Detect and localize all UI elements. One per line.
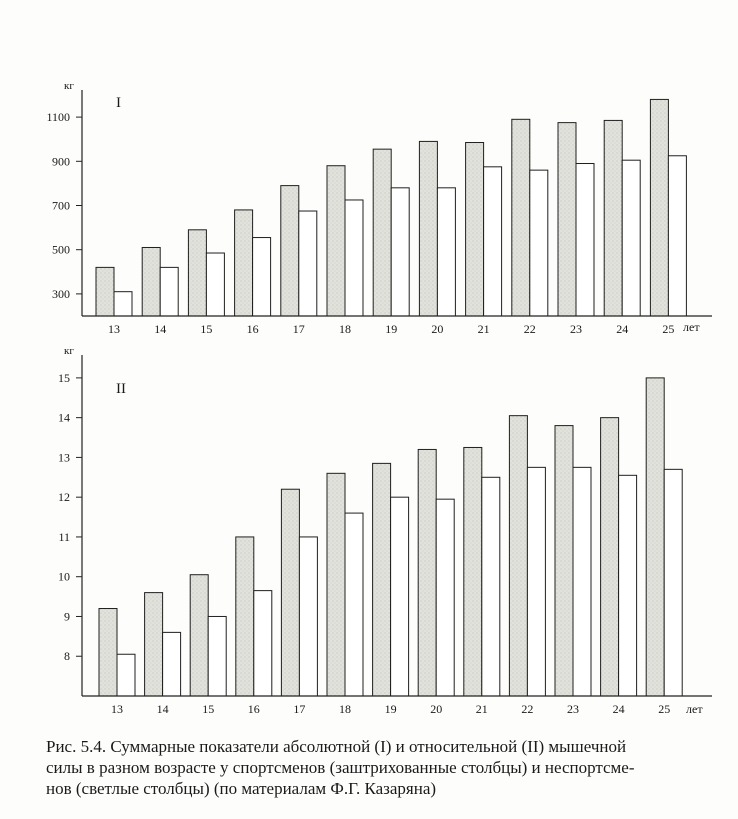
panel-1-x-tick-label: 16: [246, 322, 259, 336]
panel-2-x-tick-label: 13: [111, 702, 123, 716]
panel-2-bar-non-athletes-21: [482, 477, 500, 696]
panel-1-x-tick-label: 13: [108, 322, 120, 336]
panel-2-bar-athletes-20: [418, 449, 436, 696]
panel-1-bar-athletes-24: [604, 120, 622, 316]
panel-2-bar-athletes-25: [646, 378, 664, 696]
panel-2-bar-athletes-15: [190, 575, 208, 696]
panel-1-x-tick-label: 17: [292, 322, 305, 336]
panel-1-x-unit: лет: [683, 320, 700, 334]
panel-2-x-tick-label: 21: [475, 702, 488, 716]
panel-1-bar-non-athletes-15: [206, 253, 224, 316]
panel-2-x-tick-label: 19: [384, 702, 397, 716]
panel-2-x-unit: лет: [686, 702, 703, 716]
panel-2-y-tick-label: 14: [58, 410, 70, 425]
panel-1-x-tick-label: 23: [570, 322, 582, 336]
caption-line-3: нов (светлые столбцы) (по материалам Ф.Г. Казаряна): [46, 779, 437, 798]
panel-2-x-ticks: [111, 702, 670, 716]
panel-2-bar-non-athletes-18: [345, 513, 363, 696]
panel-2-bar-non-athletes-25: [664, 469, 682, 696]
panel-2-bar-non-athletes-15: [208, 616, 226, 696]
panel-2-bar-athletes-24: [601, 418, 619, 696]
panel-1-bar-athletes-14: [142, 247, 160, 316]
panel-1-bar-athletes-21: [466, 143, 484, 316]
caption-line-2: силы в разном возрасте у спортсменов (заштрихованные столбцы) и неспортсме-: [46, 758, 635, 777]
panel-1-bar-athletes-18: [327, 166, 345, 316]
panel-2-bar-athletes-18: [327, 473, 345, 696]
panel-2-bar-non-athletes-13: [117, 654, 135, 696]
panel-2-bars: [99, 378, 682, 696]
panel-2-bar-non-athletes-20: [436, 499, 454, 696]
panel-2-y-unit: кг: [64, 345, 74, 357]
panel-2-label: II: [116, 381, 126, 397]
panel-1-bar-athletes-15: [188, 230, 206, 316]
panel-2-x-tick-label: 22: [521, 702, 534, 716]
panel-2-bar-athletes-17: [281, 489, 299, 696]
panel-1-x-tick-label: 22: [523, 322, 536, 336]
panel-2-y-tick-label: 15: [58, 370, 70, 385]
panel-1-y-tick-label: 500: [52, 242, 70, 257]
panel-2-bar-athletes-23: [555, 426, 573, 696]
panel-2-bar-non-athletes-17: [299, 537, 317, 696]
panel-2-y-tick-label: 10: [58, 569, 70, 584]
panel-1-bar-non-athletes-20: [437, 188, 455, 316]
panel-2-x-tick-label: 17: [293, 702, 306, 716]
panel-1-x-tick-label: 15: [200, 322, 213, 336]
panel-1-y-tick-label: 300: [52, 286, 70, 301]
panel-1-bar-athletes-23: [558, 123, 576, 316]
panel-1-bar-non-athletes-22: [530, 170, 548, 316]
panel-1-bar-non-athletes-21: [484, 167, 502, 316]
panel-2-bar-athletes-22: [509, 416, 527, 696]
panel-2-x-tick-label: 18: [339, 702, 351, 716]
panel-1-x-tick-label: 20: [431, 322, 444, 336]
panel-2-y-tick-label: 9: [64, 609, 70, 624]
panel-1-x-tick-label: 21: [477, 322, 490, 336]
panel-1-bar-non-athletes-25: [668, 156, 686, 316]
panel-1-bar-non-athletes-23: [576, 164, 594, 316]
panel-2-x-tick-label: 24: [612, 702, 625, 716]
panel-2-bar-non-athletes-19: [391, 497, 409, 696]
panel-1-bar-athletes-16: [235, 210, 253, 316]
panel-1-bar-non-athletes-14: [160, 267, 178, 316]
panel-2-y-tick-label: 8: [64, 649, 70, 664]
panel-1-bar-non-athletes-24: [622, 160, 640, 316]
panel-2-bar-non-athletes-23: [573, 467, 591, 696]
panel-1-y-unit: кг: [64, 80, 74, 92]
panel-1-bars: [96, 99, 686, 316]
panel-1-label: I: [116, 95, 121, 111]
panel-1-y-ticks: [46, 110, 82, 301]
panel-2-x-tick-label: 20: [430, 702, 443, 716]
panel-1-bar-non-athletes-13: [114, 292, 132, 316]
panel-1-y-tick-label: 700: [52, 198, 70, 213]
figure-caption: [46, 736, 718, 799]
panel-1-bar-athletes-22: [512, 119, 530, 316]
panel-2-x-tick-label: 15: [202, 702, 215, 716]
panel-2-bar-non-athletes-14: [163, 632, 181, 696]
caption-line-1: Рис. 5.4. Суммарные показатели абсолютной (I) и относительной (II) мышечной: [46, 737, 627, 756]
panel-2-y-tick-label: 11: [58, 529, 70, 544]
panel-2-x-tick-label: 16: [247, 702, 260, 716]
panel-2-bar-athletes-13: [99, 609, 117, 696]
panel-2-y-tick-label: 13: [58, 450, 70, 465]
chart-panel-1: [46, 80, 712, 336]
panel-1-x-tick-label: 25: [662, 322, 675, 336]
panel-2-x-tick-label: 23: [567, 702, 579, 716]
panel-2-y-tick-label: 12: [58, 490, 70, 505]
panel-2-bar-non-athletes-24: [619, 475, 637, 696]
panel-1-bar-non-athletes-17: [299, 211, 317, 316]
panel-1-y-tick-label: 1100: [46, 110, 70, 125]
panel-2-bar-athletes-14: [145, 593, 163, 696]
panel-2-bar-athletes-16: [236, 537, 254, 696]
panel-2-bar-non-athletes-16: [254, 591, 272, 696]
panel-1-x-tick-label: 19: [385, 322, 398, 336]
chart-panel-2: [58, 345, 712, 716]
panel-1-bar-non-athletes-16: [253, 238, 271, 316]
panel-1-x-tick-label: 24: [616, 322, 629, 336]
panel-2-x-tick-label: 25: [658, 702, 671, 716]
panel-1-bar-athletes-17: [281, 186, 299, 316]
panel-2-bar-non-athletes-22: [527, 467, 545, 696]
panel-2-bar-athletes-21: [464, 447, 482, 696]
panel-1-bar-athletes-20: [419, 141, 437, 316]
panel-1-bar-athletes-13: [96, 267, 114, 316]
panel-1-y-tick-label: 900: [52, 154, 70, 169]
panel-1-bar-non-athletes-19: [391, 188, 409, 316]
panel-1-x-tick-label: 18: [339, 322, 351, 336]
panel-1-bar-athletes-19: [373, 149, 391, 316]
panel-2-bar-athletes-19: [373, 463, 391, 696]
panel-2-y-ticks: [58, 371, 82, 663]
panel-1-x-ticks: [108, 322, 674, 336]
panel-1-bar-non-athletes-18: [345, 200, 363, 316]
panel-1-x-tick-label: 14: [154, 322, 167, 336]
panel-2-x-tick-label: 14: [156, 702, 169, 716]
panel-1-bar-athletes-25: [650, 99, 668, 316]
